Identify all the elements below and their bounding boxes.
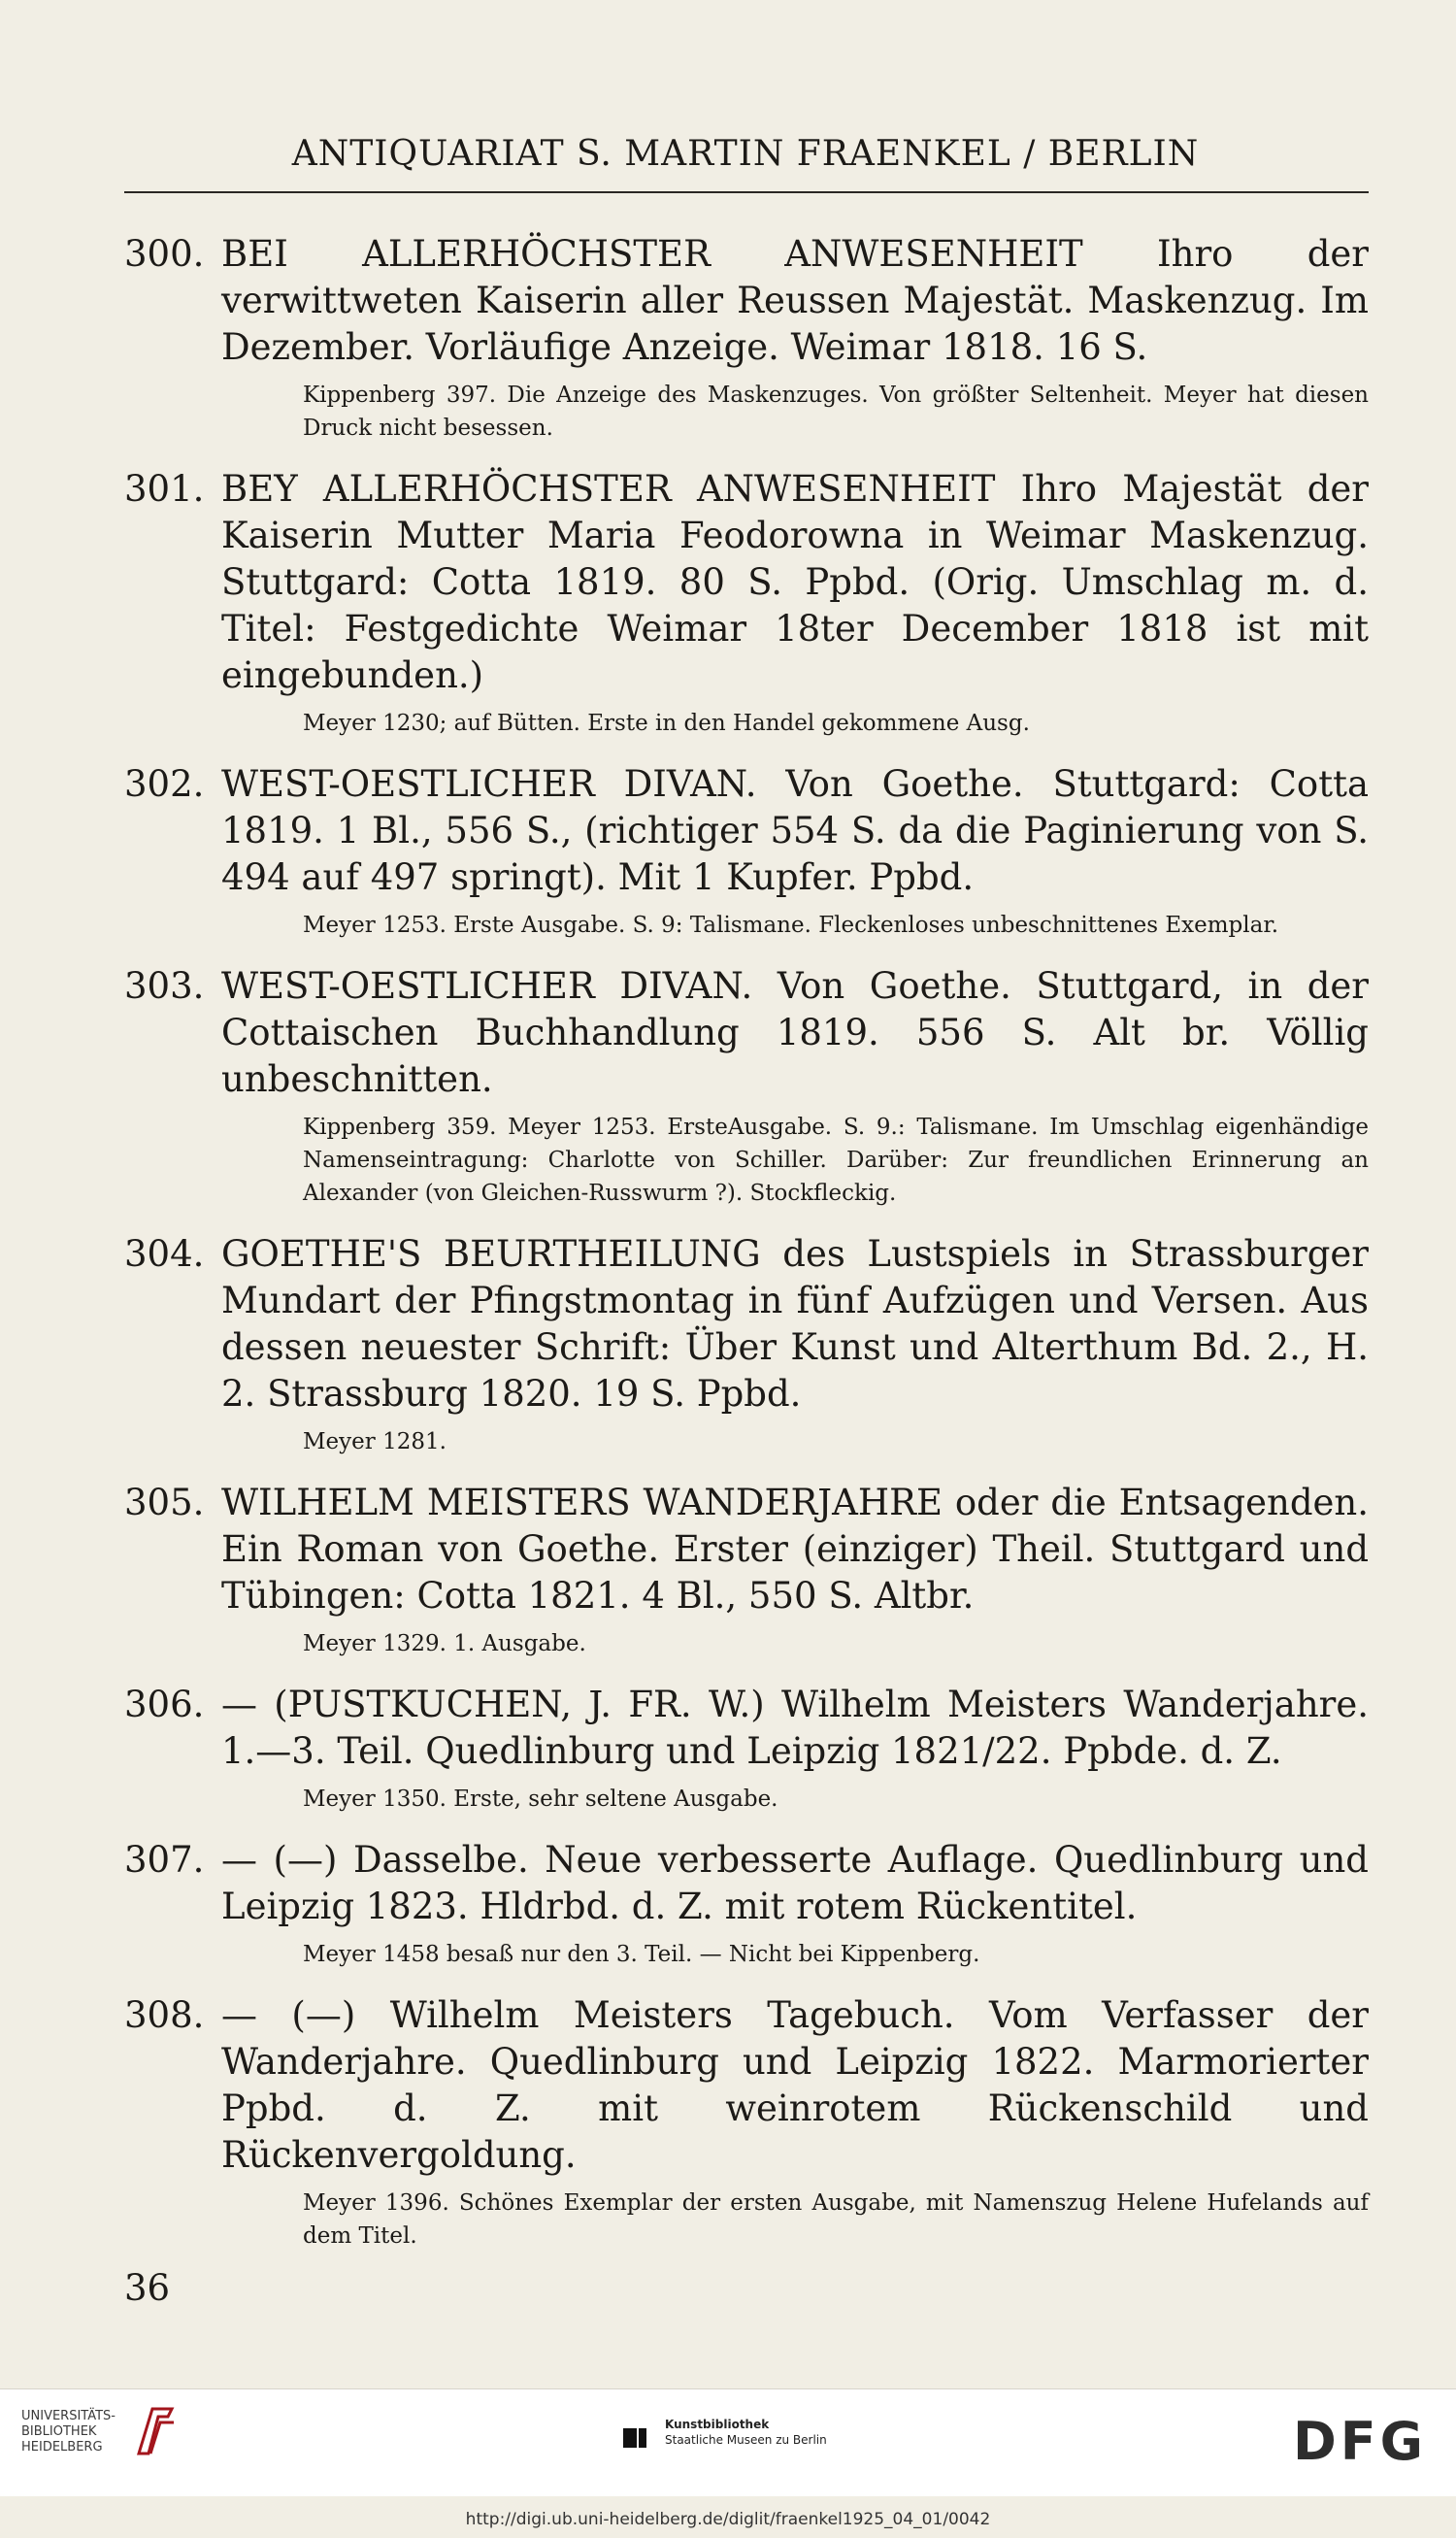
dfg-logo[interactable]: DFG xyxy=(1292,2411,1427,2472)
entry-number: 308. xyxy=(124,1994,205,2036)
entry-note: Kippenberg 359. Meyer 1253. ErsteAusgabe. S. 9.: Talismane. Im Umschlag eigenhändige Namenseintragung: Charlotte von Schiller. Darüber: Zur freundlichen Erinnerung an Alexander (von Gleichen-Russwurm ?). Stockfleckig. xyxy=(303,1115,1369,1206)
entry-title: — (—) Dasselbe. Neue verbesserte Auflage. Quedlinburg und Leipzig 1823. Hldrbd. d. Z. mit rotem Rückentitel. xyxy=(221,1839,1369,1927)
entry-note: Meyer 1253. Erste Ausgabe. S. 9: Talismane. Fleckenloses unbeschnittenes Exemplar. xyxy=(303,913,1279,938)
catalog-entry xyxy=(124,466,1369,740)
entry-number: 302. xyxy=(124,763,205,805)
entry-title: WEST-OESTLICHER DIVAN. Von Goethe. Stuttgard, in der Cottaischen Buchhandlung 1819. 556 S. Alt br. Völlig unbeschnitten. xyxy=(221,965,1369,1100)
entry-number: 300. xyxy=(124,233,205,275)
catalog-entry xyxy=(124,1837,1369,1971)
entry-note: Meyer 1230; auf Bütten. Erste in den Handel gekommene Ausg. xyxy=(303,711,1030,736)
entry-note: Meyer 1350. Erste, sehr seltene Ausgabe. xyxy=(303,1787,778,1812)
catalog-entry xyxy=(124,1480,1369,1660)
permalink-url[interactable]: http://digi.ub.uni-heidelberg.de/diglit/fraenkel1925_04_01/0042 xyxy=(465,2510,991,2529)
entry-note: Meyer 1458 besaß nur den 3. Teil. — Nicht bei Kippenberg. xyxy=(303,1942,980,1967)
uni-logo-line: BIBLIOTHEK xyxy=(21,2424,97,2439)
entry-note: Kippenberg 397. Die Anzeige des Maskenzuges. Von größter Seltenheit. Meyer hat diesen Druck nicht besessen. xyxy=(303,383,1369,441)
entry-number: 305. xyxy=(124,1482,205,1523)
catalog-entry xyxy=(124,1682,1369,1816)
entry-note: Meyer 1396. Schönes Exemplar der ersten Ausgabe, mit Namenszug Helene Hufelands auf dem Titel. xyxy=(303,2190,1369,2249)
entry-note: Meyer 1281. xyxy=(303,1429,447,1454)
entry-number: 307. xyxy=(124,1839,205,1881)
university-seal-icon xyxy=(131,2403,180,2461)
catalog-entry xyxy=(124,1231,1369,1458)
entry-title: GOETHE'S BEURTHEILUNG des Lustspiels in Strassburger Mundart der Pfingstmontag in fünf Aufzügen und Versen. Aus dessen neuester Schrift: Über Kunst und Alterthum Bd. 2., H. 2. Strassburg 1820. 19 S. Ppbd. xyxy=(221,1233,1369,1415)
entry-number: 306. xyxy=(124,1684,205,1725)
catalog-entry xyxy=(124,761,1369,942)
entry-note: Meyer 1329. 1. Ausgabe. xyxy=(303,1631,586,1656)
kb-logo-title: Kunstbibliothek xyxy=(665,2418,770,2431)
entry-title: — (—) Wilhelm Meisters Tagebuch. Vom Verfasser der Wanderjahre. Quedlinburg und Leipzig 1822. Marmorierter Ppbd. d. Z. mit weinrotem Rückenschild und Rückenvergoldung. xyxy=(221,1994,1369,2176)
university-library-logo[interactable] xyxy=(21,2409,116,2455)
catalog-entry xyxy=(124,963,1369,1210)
uni-logo-line: UNIVERSITÄTS- xyxy=(21,2409,116,2423)
entry-title: — (PUSTKUCHEN, J. FR. W.) Wilhelm Meisters Wanderjahre. 1.—3. Teil. Quedlinburg und Leipzig 1821/22. Ppbde. d. Z. xyxy=(221,1684,1369,1772)
entry-number: 304. xyxy=(124,1233,205,1275)
entry-number: 301. xyxy=(124,468,205,510)
entry-title: BEI ALLERHÖCHSTER ANWESENHEIT Ihro der verwittweten Kaiserin aller Reussen Majestät. Maskenzug. Im Dezember. Vorläufige Anzeige. Weimar 1818. 16 S. xyxy=(221,233,1369,368)
catalog-entry xyxy=(124,1992,1369,2253)
entry-number: 303. xyxy=(124,965,205,1007)
entry-list xyxy=(124,231,1369,2274)
uni-logo-line: HEIDELBERG xyxy=(21,2440,103,2455)
entry-title: WEST-OESTLICHER DIVAN. Von Goethe. Stuttgard: Cotta 1819. 1 Bl., 556 S., (richtiger 554 S. da die Paginierung von S. 494 auf 497 springt). Mit 1 Kupfer. Ppbd. xyxy=(221,763,1369,898)
kb-logo-subtitle: Staatliche Museen zu Berlin xyxy=(665,2433,827,2447)
kunstbibliothek-logo-icon xyxy=(621,2424,656,2450)
entry-title: WILHELM MEISTERS WANDERJAHRE oder die Entsagenden. Ein Roman von Goethe. Erster (einziger) Theil. Stuttgard und Tübingen: Cotta 1821. 4 Bl., 550 S. Altbr. xyxy=(221,1482,1369,1617)
page-number: 36 xyxy=(124,2267,171,2309)
kunstbibliothek-logo[interactable] xyxy=(665,2417,827,2448)
catalog-entry xyxy=(124,231,1369,445)
header-rule xyxy=(124,191,1369,193)
viewer-footer xyxy=(0,2388,1456,2496)
entry-title: BEY ALLERHÖCHSTER ANWESENHEIT Ihro Majestät der Kaiserin Mutter Maria Feodorowna in Weimar Maskenzug. Stuttgard: Cotta 1819. 80 S. Ppbd. (Orig. Umschlag m. d. Titel: Festgedichte Weimar 18ter December 1818 ist mit eingebunden.) xyxy=(221,468,1369,696)
running-header: ANTIQUARIAT S. MARTIN FRAENKEL / BERLIN xyxy=(291,134,1200,174)
